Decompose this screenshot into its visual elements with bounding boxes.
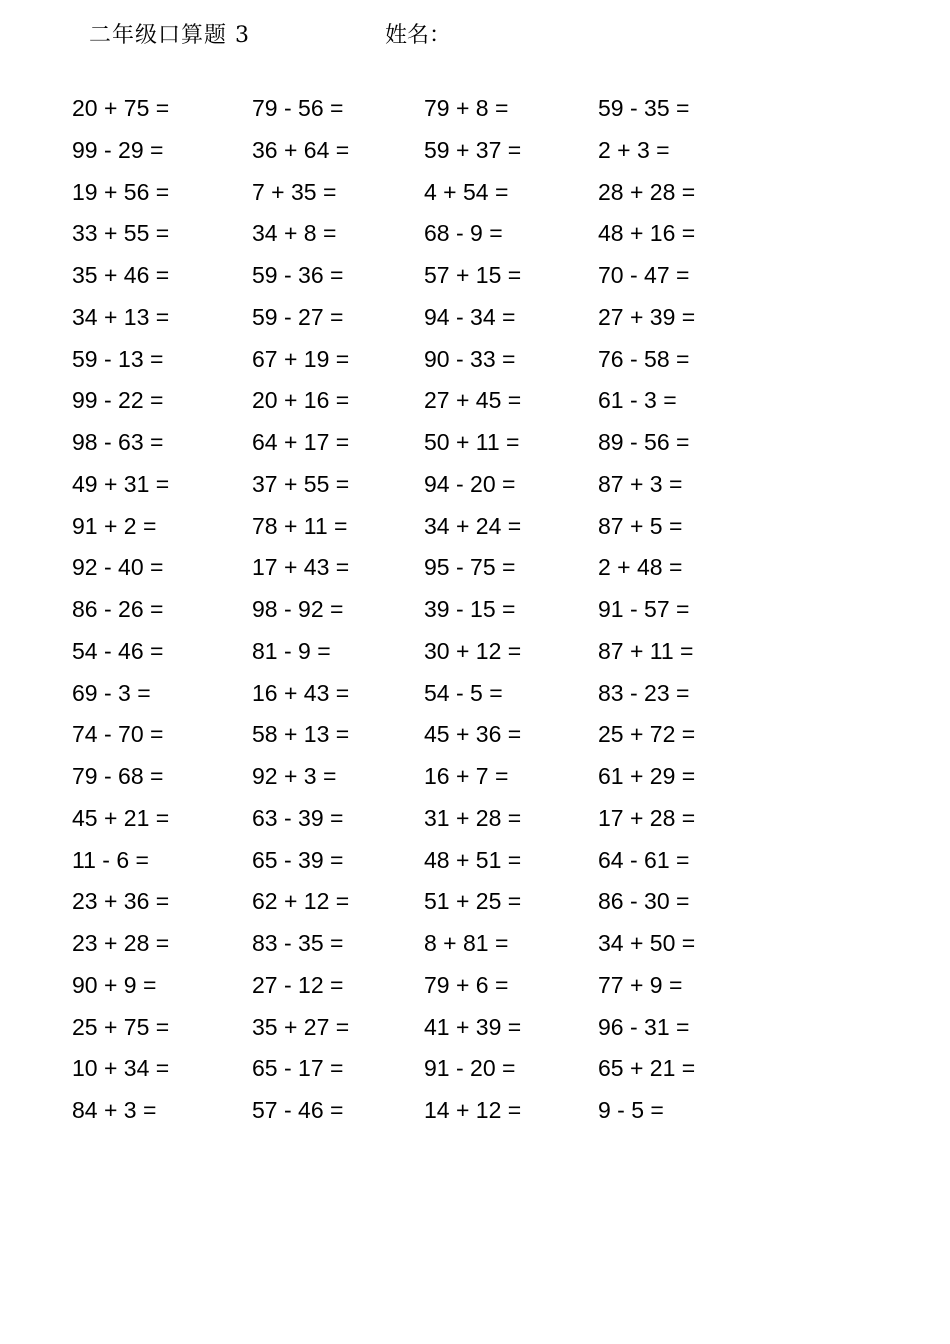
arithmetic-problem: 59 - 13 = <box>72 345 164 372</box>
arithmetic-problem: 92 - 40 = <box>72 554 164 581</box>
arithmetic-problem: 99 - 29 = <box>72 136 164 163</box>
arithmetic-problem: 65 + 21 = <box>598 1055 696 1082</box>
arithmetic-problem: 79 + 6 = <box>424 971 509 998</box>
arithmetic-problem: 57 + 15 = <box>424 262 522 288</box>
arithmetic-problem: 91 - 20 = <box>424 1055 516 1082</box>
arithmetic-problem: 57 - 46 = <box>252 1097 344 1123</box>
arithmetic-problem: 35 + 27 = <box>252 1013 350 1040</box>
worksheet-title: 二年级口算题 3 <box>89 23 250 48</box>
arithmetic-problem: 62 + 12 = <box>252 888 350 915</box>
arithmetic-problem: 87 + 5 = <box>598 512 683 539</box>
arithmetic-problem: 25 + 72 = <box>598 721 696 748</box>
arithmetic-problem: 34 + 8 = <box>252 220 337 247</box>
arithmetic-problem: 64 + 17 = <box>252 429 350 455</box>
arithmetic-problem: 34 + 24 = <box>424 512 522 539</box>
arithmetic-problem: 23 + 36 = <box>72 888 170 915</box>
arithmetic-problem: 64 - 61 = <box>598 846 690 873</box>
arithmetic-problem: 11 - 6 = <box>72 846 149 873</box>
arithmetic-problem: 63 - 39 = <box>252 804 344 831</box>
arithmetic-problem: 99 - 22 = <box>72 387 164 414</box>
arithmetic-problem: 59 - 27 = <box>252 303 344 330</box>
arithmetic-problem: 17 + 28 = <box>598 804 696 831</box>
arithmetic-problem: 54 - 5 = <box>424 679 503 706</box>
arithmetic-problem: 96 - 31 = <box>598 1013 690 1040</box>
arithmetic-problem: 59 + 37 = <box>424 136 522 163</box>
arithmetic-problem: 84 + 3 = <box>72 1097 157 1123</box>
arithmetic-problem: 79 - 56 = <box>252 95 344 121</box>
arithmetic-problem: 9 - 5 = <box>598 1097 664 1123</box>
arithmetic-problem: 14 + 12 = <box>424 1097 522 1123</box>
arithmetic-problem: 79 + 8 = <box>424 95 509 121</box>
arithmetic-problem: 23 + 28 = <box>72 930 170 956</box>
arithmetic-problem: 34 + 50 = <box>598 930 696 956</box>
arithmetic-problem: 17 + 43 = <box>252 554 350 581</box>
arithmetic-problem: 94 - 20 = <box>424 470 516 497</box>
arithmetic-problem: 31 + 28 = <box>424 804 522 831</box>
arithmetic-problem: 37 + 55 = <box>252 470 350 497</box>
arithmetic-problem: 50 + 11 = <box>424 429 520 455</box>
arithmetic-problem: 65 - 39 = <box>252 846 344 873</box>
arithmetic-problem: 7 + 35 = <box>252 178 337 205</box>
arithmetic-problem: 83 - 23 = <box>598 679 690 706</box>
arithmetic-problem: 89 - 56 = <box>598 429 690 455</box>
worksheet-header <box>0 18 950 52</box>
arithmetic-problem: 34 + 13 = <box>72 303 170 330</box>
arithmetic-problem: 16 + 43 = <box>252 679 350 706</box>
problem-grid <box>72 88 768 1132</box>
arithmetic-problem: 36 + 64 = <box>252 136 350 163</box>
arithmetic-problem: 83 - 35 = <box>252 930 344 956</box>
arithmetic-problem: 27 + 45 = <box>424 387 522 414</box>
arithmetic-problem: 39 - 15 = <box>424 596 516 622</box>
arithmetic-problem: 2 + 3 = <box>598 136 670 163</box>
arithmetic-problem: 48 + 51 = <box>424 846 522 873</box>
arithmetic-problem: 20 + 16 = <box>252 387 350 414</box>
arithmetic-problem: 69 - 3 = <box>72 679 151 706</box>
arithmetic-problem: 94 - 34 = <box>424 303 516 330</box>
arithmetic-problem: 49 + 31 = <box>72 470 170 497</box>
arithmetic-problem: 27 + 39 = <box>598 303 696 330</box>
arithmetic-problem: 70 - 47 = <box>598 262 690 288</box>
arithmetic-problem: 28 + 28 = <box>598 178 696 205</box>
arithmetic-problem: 8 + 81 = <box>424 930 509 956</box>
arithmetic-problem: 16 + 7 = <box>424 763 509 789</box>
name-label: 姓名： <box>385 23 452 48</box>
arithmetic-problem: 78 + 11 = <box>252 512 348 539</box>
arithmetic-problem: 86 - 26 = <box>72 596 164 622</box>
arithmetic-problem: 2 + 48 = <box>598 554 683 581</box>
arithmetic-problem: 45 + 36 = <box>424 721 522 748</box>
arithmetic-problem: 59 - 35 = <box>598 95 690 121</box>
arithmetic-problem: 74 - 70 = <box>72 721 164 748</box>
arithmetic-problem: 20 + 75 = <box>72 95 170 121</box>
arithmetic-problem: 90 + 9 = <box>72 971 157 998</box>
arithmetic-problem: 92 + 3 = <box>252 763 337 789</box>
arithmetic-problem: 59 - 36 = <box>252 262 344 288</box>
arithmetic-problem: 65 - 17 = <box>252 1055 344 1082</box>
arithmetic-problem: 19 + 56 = <box>72 178 170 205</box>
arithmetic-problem: 48 + 16 = <box>598 220 696 247</box>
arithmetic-problem: 25 + 75 = <box>72 1013 170 1040</box>
arithmetic-problem: 58 + 13 = <box>252 721 350 748</box>
arithmetic-problem: 4 + 54 = <box>424 178 509 205</box>
arithmetic-problem: 87 + 11 = <box>598 637 694 664</box>
arithmetic-problem: 61 - 3 = <box>598 387 677 414</box>
arithmetic-problem: 90 - 33 = <box>424 345 516 372</box>
arithmetic-problem: 81 - 9 = <box>252 637 331 664</box>
arithmetic-problem: 79 - 68 = <box>72 763 164 789</box>
arithmetic-problem: 27 - 12 = <box>252 971 344 998</box>
arithmetic-problem: 51 + 25 = <box>424 888 522 915</box>
arithmetic-problem: 61 + 29 = <box>598 763 696 789</box>
arithmetic-problem: 68 - 9 = <box>424 220 503 247</box>
arithmetic-problem: 33 + 55 = <box>72 220 170 247</box>
arithmetic-problem: 91 - 57 = <box>598 596 690 622</box>
arithmetic-problem: 54 - 46 = <box>72 637 164 664</box>
arithmetic-problem: 76 - 58 = <box>598 345 690 372</box>
arithmetic-problem: 91 + 2 = <box>72 512 157 539</box>
arithmetic-problem: 30 + 12 = <box>424 637 522 664</box>
arithmetic-problem: 10 + 34 = <box>72 1055 170 1082</box>
arithmetic-problem: 77 + 9 = <box>598 971 683 998</box>
arithmetic-problem: 98 - 92 = <box>252 596 344 622</box>
arithmetic-problem: 45 + 21 = <box>72 804 170 831</box>
arithmetic-problem: 41 + 39 = <box>424 1013 522 1040</box>
arithmetic-problem: 95 - 75 = <box>424 554 516 581</box>
arithmetic-problem: 67 + 19 = <box>252 345 350 372</box>
arithmetic-problem: 98 - 63 = <box>72 429 164 455</box>
arithmetic-problem: 87 + 3 = <box>598 470 683 497</box>
arithmetic-problem: 86 - 30 = <box>598 888 690 915</box>
arithmetic-problem: 35 + 46 = <box>72 262 170 288</box>
